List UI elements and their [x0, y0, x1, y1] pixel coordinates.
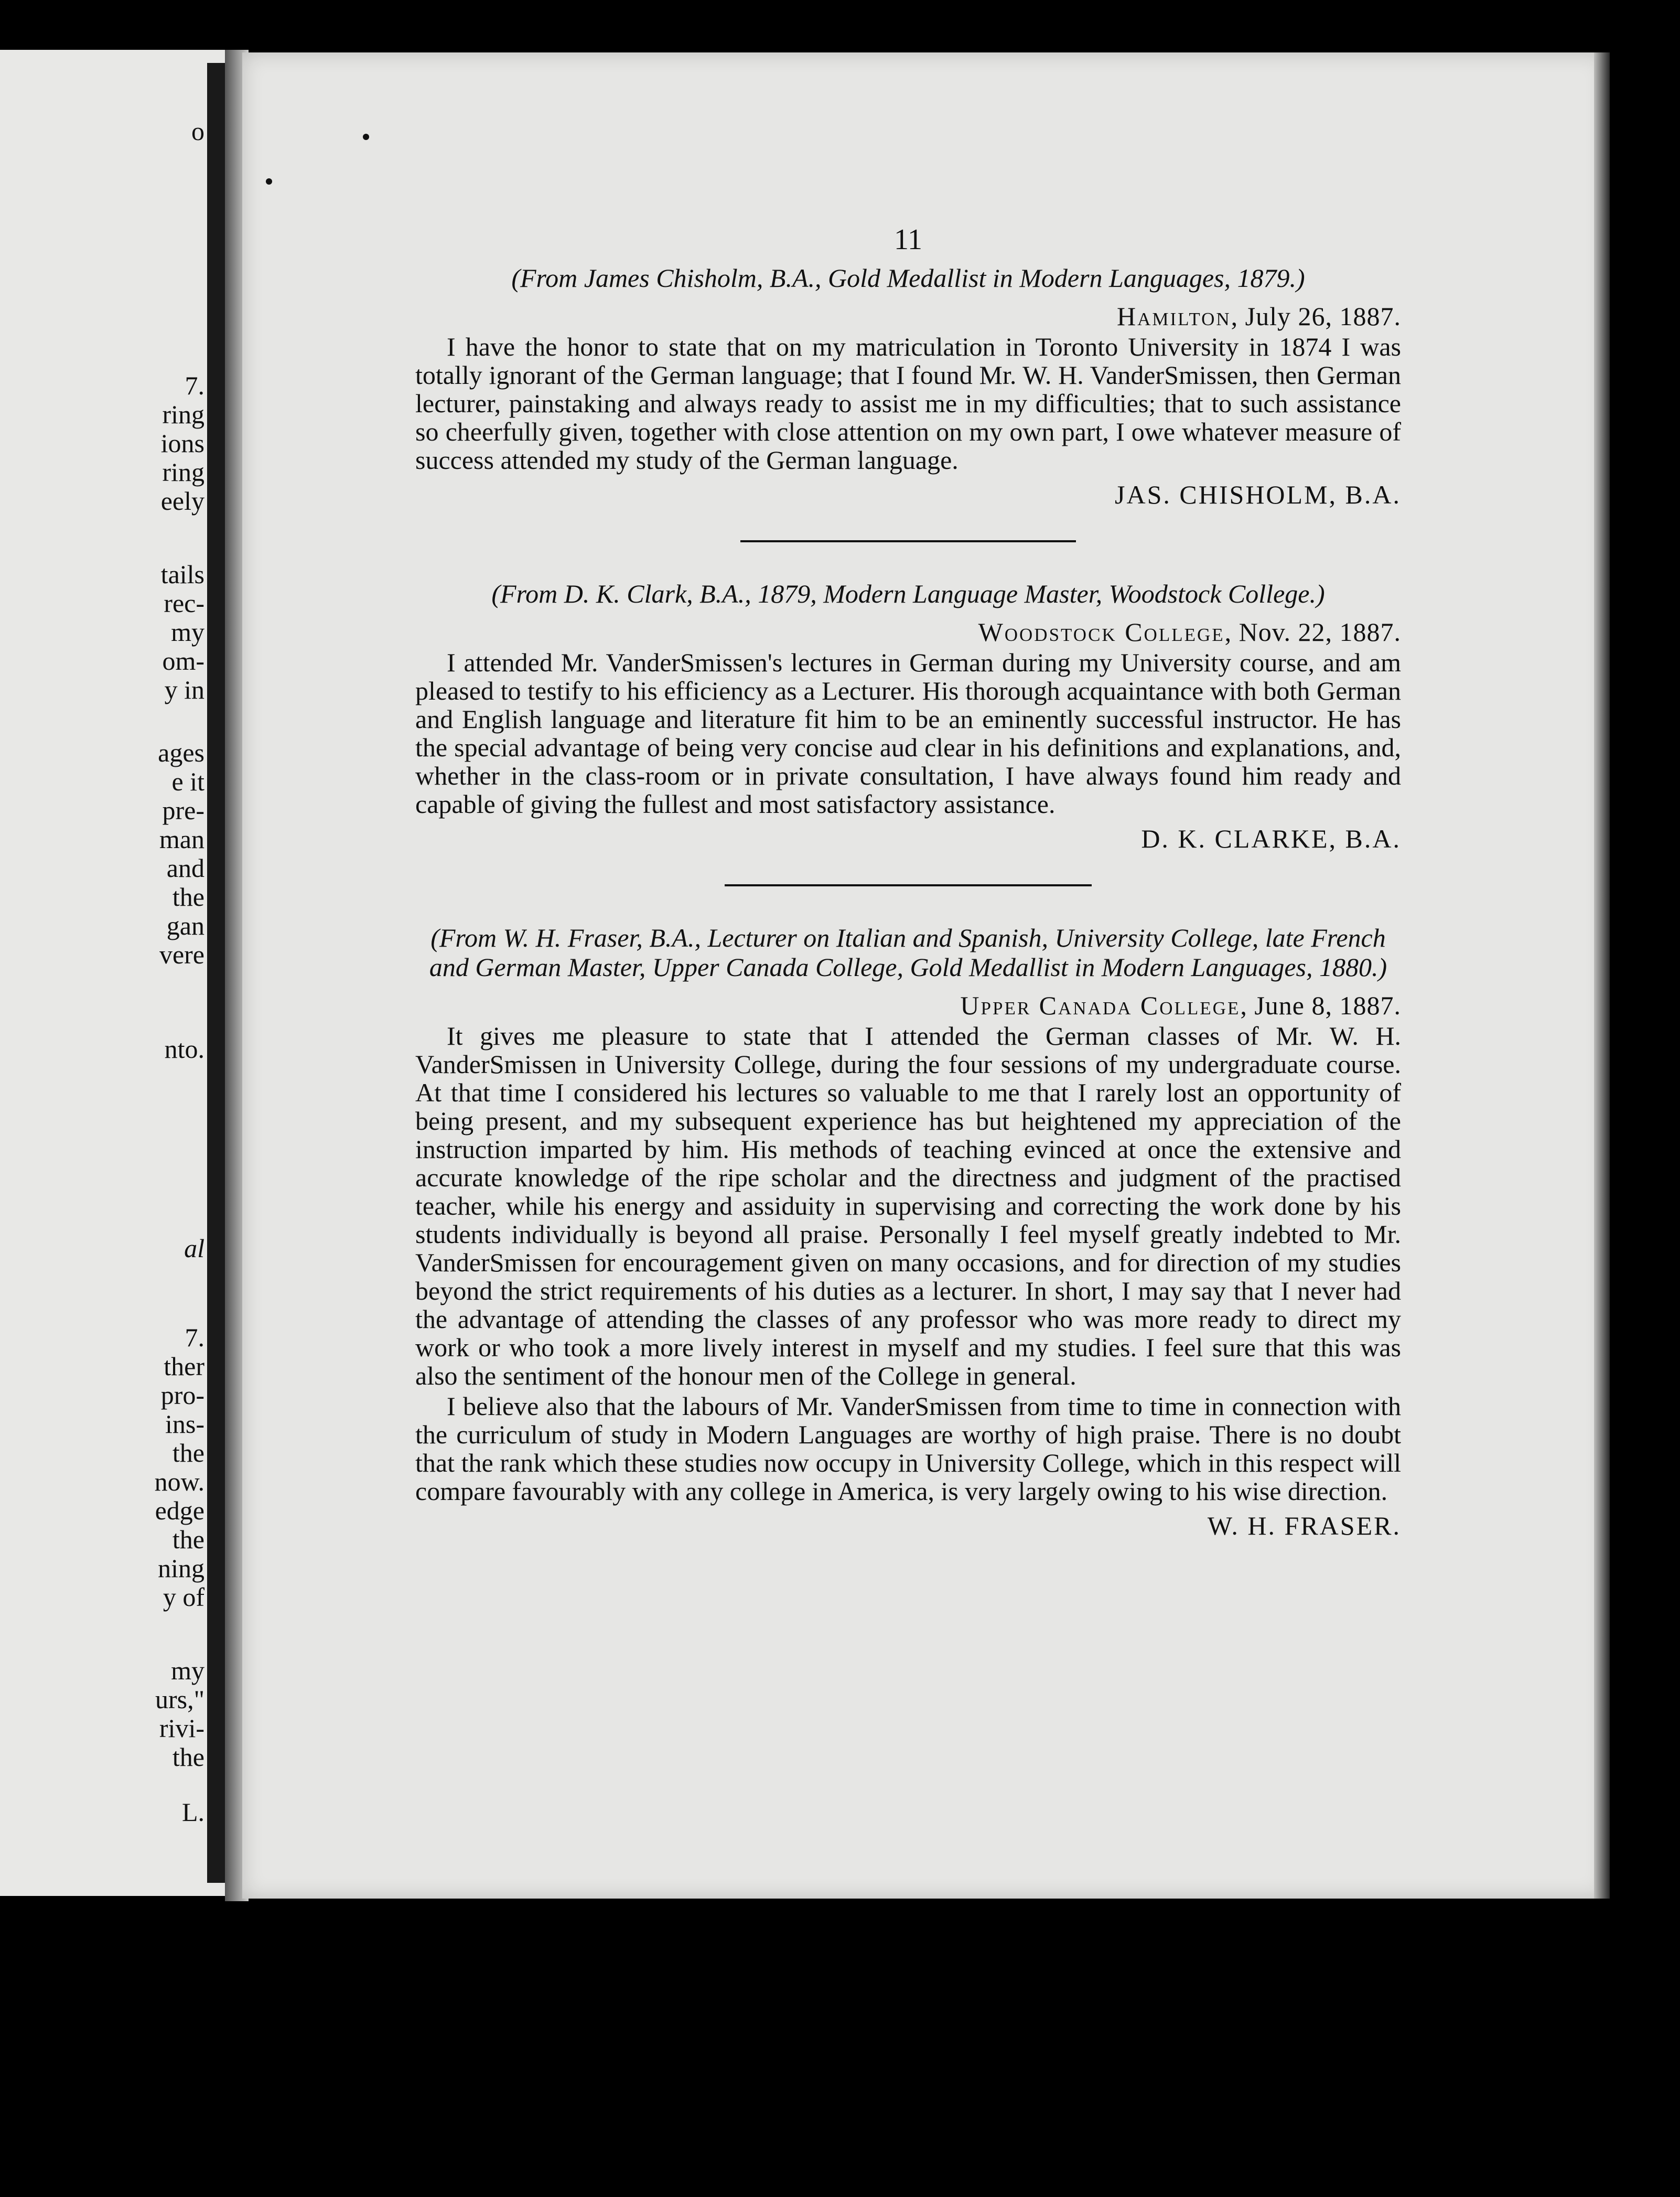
fragment: eely — [160, 486, 204, 516]
fragment: y of — [163, 1582, 204, 1612]
page-right — [242, 52, 1606, 1899]
date: , Nov. 22, 1887. — [1224, 617, 1401, 647]
testimonial-body: I attended Mr. VanderSmissen's lectures in German during my University course, and am pleased to testify to his efficiency as a Lecturer. His thorough acquaintance with both German and English language and literature fit him to be an eminently successful instructor. He has the special advantage of being very concise aud clear in his definitions and explanations, and, whether in the class-room or in private consultation, I have always found him ready and capable of giving the fullest and most satisfactory assistance. — [415, 648, 1401, 819]
page-number: 11 — [894, 223, 922, 256]
fragment: the — [172, 882, 204, 912]
section-divider — [725, 884, 1092, 886]
fragment: om- — [162, 646, 204, 676]
testimonial-body: I have the honor to state that on my matriculation in Toronto University in 1874 I was totally ignorant of the German language; that I found Mr. W. H. VanderSmissen, then German lecturer, painstaking and always ready to assist me in my difficulties; that to such assistance so cheerfully given, together with close attention on my own part, I owe whatever measure of success attended my study of the German language. — [415, 332, 1401, 475]
fragment: the — [172, 1742, 204, 1772]
testimonial-fraser — [415, 923, 1401, 1540]
testimonial-clarke — [415, 579, 1401, 853]
fragment: 7. — [185, 371, 204, 400]
fragment: o — [191, 116, 204, 146]
testimonial-source: (From James Chisholm, B.A., Gold Medallist in Modern Languages, 1879.) — [511, 263, 1305, 293]
date: , July 26, 1887. — [1231, 302, 1401, 331]
fragment: rivi- — [159, 1713, 204, 1743]
fragment: pre- — [162, 796, 204, 825]
fragment: edge — [155, 1496, 204, 1525]
page-content — [415, 223, 1401, 1540]
fragment: ring — [162, 400, 204, 429]
place-date-line — [415, 618, 1401, 646]
fragment: ins- — [165, 1409, 204, 1439]
signature: W. H. FRASER. — [1207, 1511, 1401, 1540]
fragment: y in — [164, 675, 204, 704]
fragment: my — [171, 1656, 204, 1685]
testimonial-body: It gives me pleasure to state that I attended the German classes of Mr. W. H. VanderSmissen in University College, during the four sessions of my undergraduate course. At that time I considered his lectures so valuable to me that I rarely lost an opportunity of being present, and my subsequent experience has but heightened my appreciation of the instruction imparted by him. His methods of teaching evinced at once the extensive and accurate knowledge of the ripe scholar and the directness and judgment of the practised teacher, while his energy and assiduity in supervising and correcting the work done by his students individually is beyond all praise. Personally I feel myself greatly indebted to Mr. VanderSmissen for encouragement given on many occasions, and for direction of my studies beyond the strict requirements of his duties as a lecturer. In short, I may say that I never had the advantage of attending the classes of any professor who was more ready to direct my work or who took a more lively interest in myself and my studies. I feel sure that this was also the sentiment of the honour men of the College in general. — [415, 1021, 1401, 1390]
testimonial-chisholm — [415, 263, 1401, 509]
fragment: 7. — [185, 1323, 204, 1352]
fragment: L. — [181, 1797, 204, 1827]
fragment: e it — [171, 767, 204, 796]
fragment: nto. — [164, 1034, 204, 1064]
signature: JAS. CHISHOLM, B.A. — [1115, 480, 1401, 509]
fragment: tails — [160, 560, 204, 589]
fragment: the — [172, 1438, 204, 1467]
fragment: pro- — [160, 1380, 204, 1410]
fragment: rec- — [164, 588, 204, 618]
signature: D. K. CLARKE, B.A. — [1141, 824, 1401, 853]
testimonial-source: (From D. K. Clark, B.A., 1879, Modern Language Master, Woodstock College.) — [491, 579, 1325, 608]
fragment: ning — [158, 1553, 204, 1583]
date: , June 8, 1887. — [1240, 991, 1401, 1020]
ink-speck — [266, 178, 272, 185]
place: Hamilton — [1117, 302, 1231, 331]
place: Upper Canada College — [960, 991, 1241, 1020]
section-divider — [740, 540, 1076, 542]
facing-page-left — [0, 50, 225, 1896]
testimonial-body: I believe also that the labours of Mr. VanderSmissen from time to time in connection with the curriculum of study in Modern Languages are worthy of high praise. There is no doubt that the rank which these studies now occupy in University College, which in this respect will compare favourably with any college in America, is very largely owing to his wise direction. — [415, 1391, 1401, 1506]
fragment: my — [171, 617, 204, 647]
ink-speck — [363, 134, 369, 140]
fragment: now. — [154, 1467, 204, 1496]
fragment: ions — [160, 428, 204, 458]
fragment: the — [172, 1525, 204, 1554]
testimonial-source: (From W. H. Fraser, B.A., Lecturer on Italian and Spanish, University College, late French and German Master, Upper Canada College, Gold Medallist in Modern Languages, 1880.) — [429, 923, 1387, 982]
place-date-line — [415, 302, 1401, 330]
place: Woodstock College — [978, 617, 1225, 647]
fragment: man — [159, 824, 204, 854]
facing-page-text-fragments — [0, 50, 225, 1896]
fragment: ring — [162, 457, 204, 487]
fragment: vere — [159, 940, 204, 969]
fragment: ages — [158, 738, 204, 767]
fragment: urs," — [155, 1685, 204, 1714]
fragment: al — [184, 1234, 204, 1263]
book-spine-gutter — [207, 63, 225, 1883]
place-date-line — [415, 991, 1401, 1020]
fragment: ther — [164, 1352, 204, 1381]
fragment: and — [166, 853, 204, 883]
fragment: gan — [166, 911, 204, 940]
page-edge-shadow — [1594, 52, 1610, 1899]
